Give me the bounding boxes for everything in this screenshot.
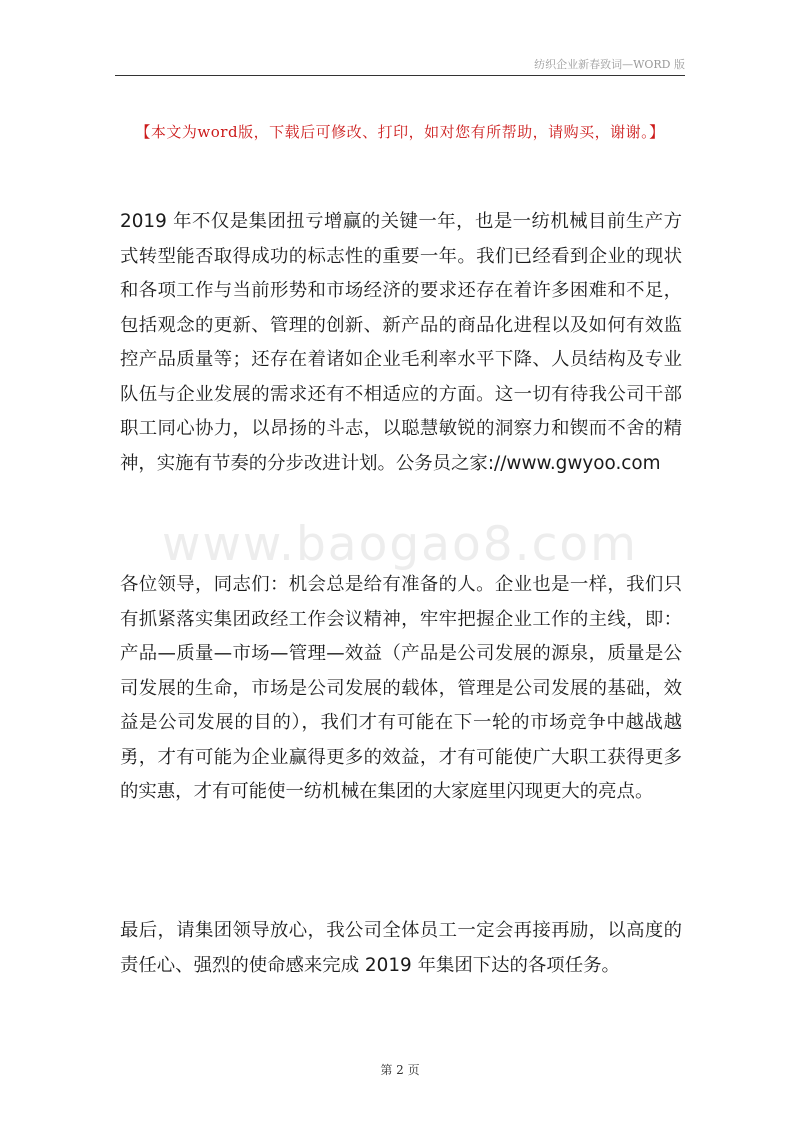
page-number: 第 2 页 [380,1063,420,1077]
header-divider [115,75,685,76]
paragraph-2: 各位领导，同志们：机会总是给有准备的人。企业也是一样，我们只有抓紧落实集团政经工作会议精神，牢牢把握企业工作的主线，即：产品—质量—市场—管理—效益（产品是公司发展的源泉，质量是公司发展的生命，市场是公司发展的载体，管理是公司发展的基础，效益是公司发展的目的），我们才有可能在下一轮的市场竞争中越战越勇，才有可能为企业赢得更多的效益，才有可能使广大职工获得更多的实惠，才有可能使一纺机械在集团的大家庭里闪现更大的亮点。 [120,574,682,802]
paragraph-1: 2019 年不仅是集团扭亏增赢的关键一年，也是一纺机械目前生产方式转型能否取得成功的标志性的重要一年。我们已经看到企业的现状和各项工作与当前形势和市场经济的要求还存在着许多困难和不足，包括观念的更新、管理的创新、新产品的商品化进程以及如何有效监控产品质量等；还存在着诸如企业毛利率水平下降、人员结构及专业队伍与企业发展的需求还有不相适应的方面。这一切有待我公司干部职工同心协力，以昂扬的斗志，以聪慧敏锐的洞察力和锲而不舍的精神，实施有节奏的分步改进计划。公务员之家://www.gwyoo.com [120,211,682,474]
paragraph-3: 最后，请集团领导放心，我公司全体员工一定会再接再励，以高度的责任心、强烈的使命感来完成 2019 年集团下达的各项任务。 [120,920,682,976]
header-title: 纺织企业新春致词—WORD 版 [534,58,685,71]
watermark: www.baogao8.com [162,517,638,572]
download-notice: 【本文为word版，下载后可修改、打印，如对您有所帮助，请购买，谢谢。】 [135,123,665,141]
